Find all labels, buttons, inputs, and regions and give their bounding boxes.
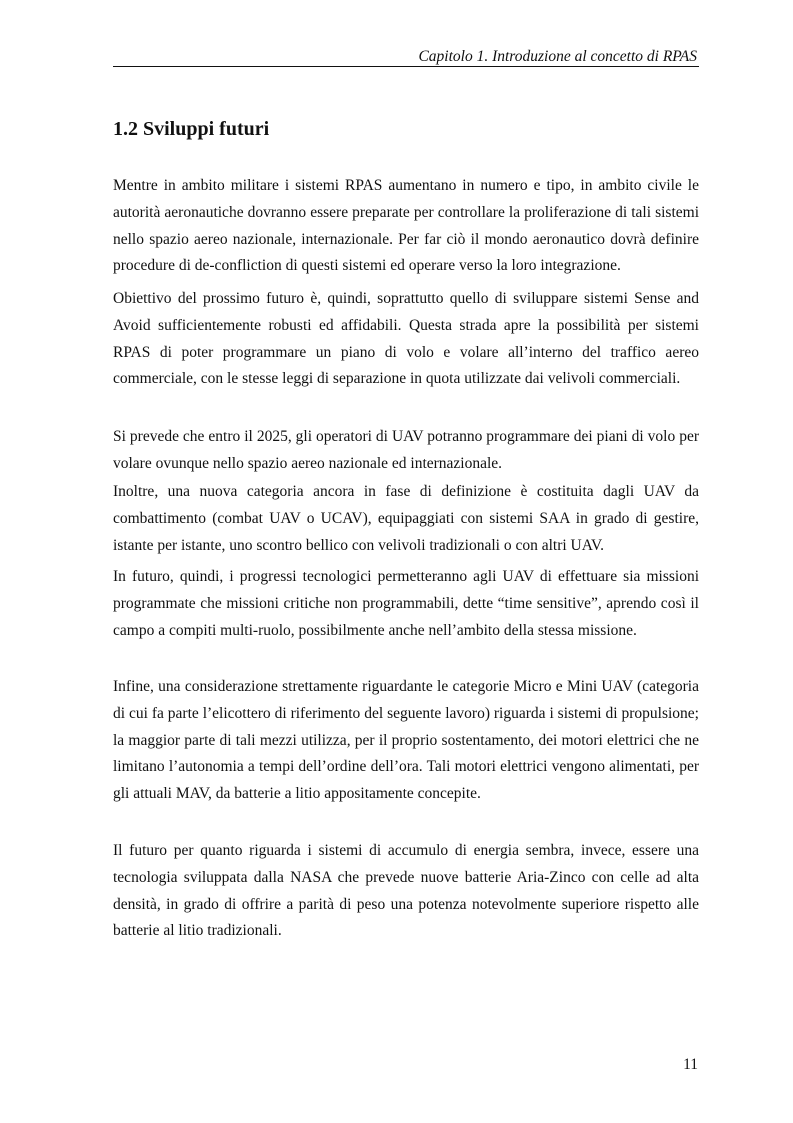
page-number: 11 <box>683 1056 698 1073</box>
running-header <box>113 44 699 67</box>
paragraph-6: Infine, una considerazione strettamente riguardante le categorie Micro e Mini UAV (categoria di cui fa parte l’elicottero di riferimento del seguente lavoro) riguarda i sistemi di propulsione; la maggior parte di tali mezzi utilizza, per il proprio sostentamento, dei motori elettrici che ne limitano l’autonomia a tempi dell’ordine dell’ora. Tali motori elettrici vengono alimentati, per gli attuali MAV, da batterie a litio appositamente concepite. <box>113 678 699 803</box>
paragraph-4: Inoltre, una nuova categoria ancora in fase di definizione è costituita dagli UAV da combattimento (combat UAV o UCAV), equipaggiati con sistemi SAA in grado di gestire, istante per istante, uno scontro bellico con velivoli tradizionali o con altri UAV. <box>113 483 699 554</box>
section-title: 1.2 Sviluppi futuri <box>113 118 270 140</box>
paragraph-1: Mentre in ambito militare i sistemi RPAS aumentano in numero e tipo, in ambito civile le autorità aeronautiche dovranno essere preparate per controllare la proliferazione di tali sistemi nello spazio aereo nazionale, internazionale. Per far ciò il mondo aeronautico dovrà definire procedure di de-confliction di questi sistemi ed operare verso la loro integrazione. <box>113 177 699 275</box>
paragraph-2: Obiettivo del prossimo futuro è, quindi, soprattutto quello di sviluppare sistemi Sense and Avoid sufficientemente robusti ed affidabili. Questa strada apre la possibilità per sistemi RPAS di poter programmare un piano di volo e volare all’interno del traffico aereo commerciale, con le stesse leggi di separazione in quota utilizzate dai velivoli commerciali. <box>113 290 699 388</box>
chapter-header-title: Capitolo 1. Introduzione al concetto di RPAS <box>418 48 697 65</box>
paragraph-5: In futuro, quindi, i progressi tecnologici permetteranno agli UAV di effettuare sia missioni programmate che missioni critiche non programmabili, dette “time sensitive”, aprendo così il campo a compiti multi-ruolo, possibilmente anche nell’ambito della stessa missione. <box>113 568 699 639</box>
paragraph-7: Il futuro per quanto riguarda i sistemi di accumulo di energia sembra, invece, essere una tecnologia sviluppata dalla NASA che prevede nuove batterie Aria-Zinco con celle ad alta densità, in grado di offrire a parità di peso una potenza notevolmente superiore rispetto alle batterie al litio tradizionali. <box>113 842 699 940</box>
paragraph-3: Si prevede che entro il 2025, gli operatori di UAV potranno programmare dei piani di volo per volare ovunque nello spazio aereo nazionale ed internazionale. <box>113 428 699 472</box>
